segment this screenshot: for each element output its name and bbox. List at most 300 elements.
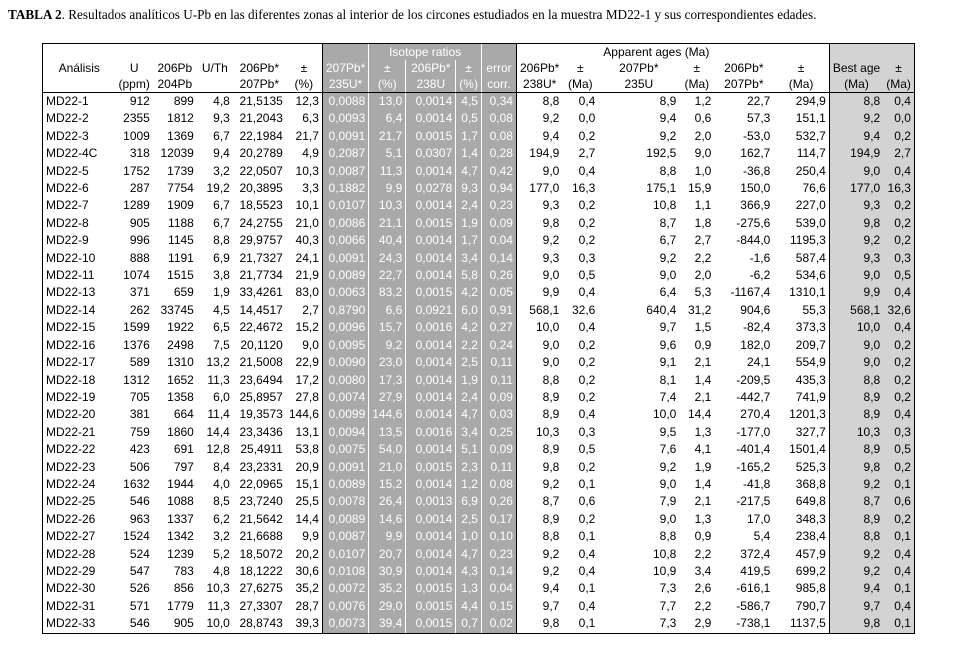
u-th-cell: 6,2 — [213, 511, 230, 526]
error-corr-cell: 0,10 — [481, 528, 516, 545]
u-th-cell: 10,3 — [206, 581, 230, 596]
age-206-238-cell: 8,9 — [516, 389, 562, 406]
age-206-207-cell: -586,7 — [736, 598, 771, 613]
pb207-u235-err-cell: 35,2 — [369, 580, 406, 597]
age-206-207-cell: 372,4 — [740, 546, 771, 561]
best-age-cell: 9,8 — [829, 215, 883, 232]
header-group-cell — [153, 44, 197, 61]
header-error-corr-unit: corr. — [481, 76, 516, 93]
u-ppm-cell: 1376 — [123, 337, 150, 352]
analisis-cell: MD22-6 — [43, 180, 116, 197]
pb206-u238-err-cell: 4,7 — [456, 406, 482, 423]
best-age-cell: 9,2 — [829, 563, 883, 580]
age-206-238-err-cell: 0,4 — [578, 320, 596, 335]
pb206-u238-cell: 0,0278 — [406, 180, 456, 197]
u-th-cell: 6,5 — [213, 320, 230, 335]
pb206-u238-err-cell: 1,7 — [456, 232, 482, 249]
analisis-cell: MD22-28 — [43, 546, 116, 563]
age-207-235-err-cell: 2,7 — [694, 233, 712, 248]
age-206-238-cell: 9,8 — [516, 215, 562, 232]
best-age-cell: 8,8 — [829, 528, 883, 545]
analisis-cell: MD22-16 — [43, 337, 116, 354]
error-corr-cell: 0,08 — [481, 128, 516, 145]
best-age-err-cell: 0,2 — [883, 197, 914, 214]
age-206-207-cell: 57,3 — [746, 111, 771, 126]
best-age-cell: 10,0 — [829, 319, 883, 336]
error-corr-cell: 0,15 — [481, 598, 516, 615]
pb206-pb207-cell: 24,2755 — [239, 215, 283, 230]
pb206-pb207-err-cell: 10,3 — [295, 163, 319, 178]
best-age-err-cell: 0,2 — [883, 354, 914, 371]
age-206-238-err-cell: 0,4 — [578, 163, 596, 178]
age-206-207-err-cell: 368,8 — [795, 476, 826, 491]
pb206-u238-cell: 0,0015 — [406, 128, 456, 145]
pb206-pb204-cell: 2498 — [167, 337, 194, 352]
age-206-238-err-cell: 0,2 — [578, 389, 596, 404]
best-age-err-cell: 16,3 — [883, 180, 914, 197]
header-error-corr: error — [481, 60, 516, 76]
pb207-u235-cell: 0,0088 — [322, 93, 368, 111]
age-207-235-cell: 9,2 — [659, 459, 677, 474]
age-207-235-err-cell: 1,3 — [694, 511, 712, 526]
error-corr-cell: 0,03 — [481, 406, 516, 423]
pb206-u238-cell: 0,0013 — [406, 493, 456, 510]
error-corr-cell: 0,17 — [481, 511, 516, 528]
u-th-cell: 4,8 — [213, 563, 230, 578]
age-206-238-err-cell: 0,2 — [578, 511, 596, 526]
pb207-u235-err-cell: 10,3 — [369, 197, 406, 214]
header-group-isotope-ratios: Isotope ratios — [369, 44, 482, 61]
age-206-238-err-cell: 0,1 — [578, 476, 596, 491]
age-206-207-err-cell: 1310,1 — [789, 285, 826, 300]
pb206-pb207-cell: 21,7734 — [239, 268, 283, 283]
age-207-235-cell: 7,3 — [659, 581, 677, 596]
age-206-207-cell: 24,1 — [746, 355, 771, 370]
pb206-pb207-err-cell: 35,2 — [295, 581, 319, 596]
pb207-u235-cell: 0,0072 — [322, 580, 368, 597]
analisis-cell: MD22-15 — [43, 319, 116, 336]
table-row — [43, 372, 915, 389]
best-age-cell: 8,8 — [829, 372, 883, 389]
pb206-u238-err-cell: 1,7 — [456, 128, 482, 145]
pb206-u238-cell: 0,0014 — [406, 441, 456, 458]
age-206-238-cell: 8,7 — [516, 493, 562, 510]
pb206-u238-err-cell: 1,4 — [456, 145, 482, 162]
u-ppm-cell: 526 — [129, 581, 150, 596]
header-pb207-u235: 207Pb* — [322, 60, 368, 76]
age-207-235-cell: 8,8 — [659, 529, 677, 544]
header-row-1 — [43, 60, 915, 76]
best-age-err-cell: 0,2 — [883, 389, 914, 406]
pb207-u235-err-cell: 21,1 — [369, 215, 406, 232]
age-206-238-err-cell: 0,4 — [578, 563, 596, 578]
header-age-206-207-unit: 207Pb* — [714, 76, 773, 93]
table-caption — [8, 7, 948, 23]
error-corr-cell: 0,09 — [481, 215, 516, 232]
pb207-u235-cell: 0,0107 — [322, 546, 368, 563]
best-age-cell: 8,8 — [829, 93, 883, 111]
header-group-cell — [322, 44, 368, 61]
pb206-pb204-cell: 1944 — [167, 476, 194, 491]
pb206-u238-cell: 0,0014 — [406, 546, 456, 563]
analisis-cell: MD22-9 — [43, 232, 116, 249]
pb206-u238-err-cell: 4,2 — [456, 319, 482, 336]
age-206-207-cell: -401,4 — [736, 442, 771, 457]
age-206-207-err-cell: 327,7 — [795, 424, 826, 439]
table-row — [43, 493, 915, 510]
age-206-238-err-cell: 0,6 — [578, 494, 596, 509]
pb206-u238-cell: 0,0015 — [406, 580, 456, 597]
error-corr-cell: 0,42 — [481, 163, 516, 180]
error-corr-cell: 0,11 — [481, 459, 516, 476]
best-age-err-cell: 0,2 — [883, 215, 914, 232]
error-corr-cell: 0,23 — [481, 197, 516, 214]
age-207-235-err-cell: 2,1 — [694, 355, 712, 370]
analisis-cell: MD22-26 — [43, 511, 116, 528]
best-age-cell: 9,7 — [829, 598, 883, 615]
age-206-238-err-cell: 0,4 — [578, 285, 596, 300]
header-age-206-238-unit: 238U* — [516, 76, 562, 93]
pb206-pb207-cell: 21,6688 — [239, 529, 283, 544]
age-206-207-err-cell: 435,3 — [795, 372, 826, 387]
pb206-pb204-cell: 1860 — [167, 424, 194, 439]
u-th-cell: 4,0 — [213, 476, 230, 491]
age-207-235-err-cell: 15,9 — [687, 181, 712, 196]
pb206-pb207-cell: 28,8743 — [233, 615, 286, 633]
pb206-pb207-err-cell: 30,6 — [295, 563, 319, 578]
pb206-pb207-err-cell: 53,8 — [295, 442, 319, 457]
pb206-pb207-cell: 18,5072 — [239, 546, 283, 561]
age-206-207-err-cell: 250,4 — [795, 163, 826, 178]
age-206-207-err-cell: 554,9 — [795, 355, 826, 370]
pb206-u238-cell: 0,0014 — [406, 93, 456, 111]
best-age-err-cell: 0,4 — [883, 319, 914, 336]
age-207-235-err-cell: 1,4 — [694, 372, 712, 387]
header-group-cell — [714, 44, 773, 61]
pb206-u238-cell: 0,0015 — [406, 284, 456, 301]
pb206-u238-err-cell: 2,4 — [456, 197, 482, 214]
u-ppm-cell: 1752 — [123, 163, 150, 178]
u-th-cell: 4,8 — [213, 94, 230, 108]
pb206-pb204-cell: 1369 — [167, 128, 194, 143]
u-ppm-cell: 1524 — [123, 529, 150, 544]
best-age-cell: 8,7 — [829, 493, 883, 510]
age-207-235-cell: 192,5 — [646, 146, 677, 161]
pb206-pb207-cell: 18,1222 — [239, 563, 283, 578]
age-206-238-err-cell: 32,6 — [571, 302, 596, 317]
analisis-cell: MD22-11 — [43, 267, 116, 284]
table-row — [43, 459, 915, 476]
best-age-err-cell: 2,7 — [883, 145, 914, 162]
u-th-cell: 12,8 — [206, 442, 230, 457]
header-group-cell — [883, 44, 914, 61]
u-th-cell: 1,9 — [213, 285, 230, 300]
age-206-207-cell: 366,9 — [740, 198, 771, 213]
error-corr-cell: 0,25 — [481, 424, 516, 441]
age-206-238-cell: 9,9 — [516, 284, 562, 301]
u-th-cell: 11,4 — [207, 407, 230, 422]
u-ppm-cell: 318 — [129, 146, 150, 161]
pb207-u235-cell: 0,0066 — [322, 232, 368, 249]
header-age-207-235-err-unit: (Ma) — [679, 76, 714, 93]
u-th-cell: 3,8 — [213, 268, 230, 283]
header-group-row — [43, 44, 915, 61]
pb206-u238-err-cell: 4,7 — [456, 546, 482, 563]
header-pb206-u238-err-unit: (%) — [456, 76, 482, 93]
pb207-u235-err-cell: 39,4 — [369, 615, 406, 633]
pb206-pb207-cell: 27,3307 — [239, 598, 283, 613]
age-207-235-err-cell: 1,1 — [694, 198, 712, 213]
best-age-err-cell: 0,4 — [883, 163, 914, 180]
age-206-238-cell: 9,7 — [516, 598, 562, 615]
pb206-pb204-cell: 797 — [173, 459, 194, 474]
age-206-207-err-cell: 587,4 — [795, 250, 826, 265]
pb207-u235-err-cell: 14,6 — [369, 511, 406, 528]
pb206-u238-err-cell: 6,9 — [456, 493, 482, 510]
header-best-age-err: ± — [883, 60, 914, 76]
pb207-u235-err-cell: 54,0 — [369, 441, 406, 458]
best-age-err-cell: 0,5 — [883, 267, 914, 284]
table-row — [43, 110, 915, 127]
table-row — [43, 145, 915, 162]
age-207-235-cell: 10,8 — [652, 546, 677, 561]
pb207-u235-err-cell: 26,4 — [369, 493, 406, 510]
age-206-238-err-cell: 0,4 — [578, 94, 596, 108]
age-206-207-err-cell: 699,2 — [795, 563, 826, 578]
pb207-u235-err-cell: 13,5 — [369, 424, 406, 441]
age-206-207-err-cell: 1501,4 — [789, 442, 826, 457]
pb206-u238-cell: 0,0014 — [406, 232, 456, 249]
pb207-u235-err-cell: 27,9 — [369, 389, 406, 406]
pb206-u238-err-cell: 4,7 — [456, 163, 482, 180]
error-corr-cell: 0,26 — [481, 493, 516, 510]
pb206-pb204-cell: 12039 — [160, 146, 194, 161]
age-207-235-err-cell: 1,0 — [694, 163, 712, 178]
best-age-err-cell: 0,4 — [883, 284, 914, 301]
age-206-238-cell: 9,3 — [516, 250, 562, 267]
u-ppm-cell: 371 — [129, 285, 150, 300]
pb207-u235-cell: 0,8790 — [322, 302, 368, 319]
u-th-cell: 14,4 — [206, 424, 230, 439]
pb207-u235-err-cell: 21,7 — [369, 128, 406, 145]
analisis-cell: MD22-19 — [43, 389, 116, 406]
u-th-cell: 7,5 — [213, 337, 230, 352]
pb206-u238-err-cell: 3,4 — [456, 424, 482, 441]
age-206-207-cell: -53,0 — [742, 128, 771, 143]
best-age-cell: 9,3 — [829, 197, 883, 214]
pb207-u235-cell: 0,0096 — [322, 319, 368, 336]
best-age-err-cell: 0,2 — [883, 372, 914, 389]
best-age-cell: 8,9 — [829, 511, 883, 528]
age-207-235-cell: 7,3 — [598, 615, 679, 633]
pb206-pb207-err-cell: 17,2 — [295, 372, 319, 387]
pb206-pb207-err-cell: 3,3 — [302, 181, 319, 196]
table-caption-text: . Resultados analíticos U-Pb en las diferentes zonas al interior de los circones estudiados en la muestra MD22-1 y sus correspondientes edades. — [61, 7, 817, 22]
best-age-err-cell: 0,2 — [883, 232, 914, 249]
age-207-235-err-cell: 9,0 — [694, 146, 712, 161]
age-207-235-err-cell: 2,2 — [694, 250, 712, 265]
age-206-238-err-cell: 0,1 — [578, 581, 596, 596]
age-206-207-cell: 17,0 — [746, 511, 771, 526]
pb206-pb207-err-cell: 144,6 — [288, 407, 319, 422]
age-207-235-cell: 9,4 — [659, 111, 677, 126]
pb207-u235-err-cell: 9,9 — [369, 528, 406, 545]
pb207-u235-err-cell: 20,7 — [369, 546, 406, 563]
age-206-207-err-cell: 532,7 — [795, 128, 826, 143]
analisis-cell: MD22-3 — [43, 128, 116, 145]
u-th-cell: 11,3 — [207, 598, 230, 613]
age-207-235-cell: 9,0 — [659, 511, 677, 526]
analisis-cell: MD22-24 — [43, 476, 116, 493]
pb206-u238-cell: 0,0015 — [406, 215, 456, 232]
age-206-207-err-cell: 348,3 — [795, 511, 826, 526]
table-row — [43, 163, 915, 180]
pb207-u235-err-cell: 13,0 — [369, 93, 406, 111]
age-206-207-err-cell: 525,3 — [795, 459, 826, 474]
pb206-pb204-cell: 691 — [173, 442, 194, 457]
pb206-pb204-cell: 1739 — [167, 163, 194, 178]
age-206-238-err-cell: 0,2 — [578, 355, 596, 370]
header-pb206-pb207-unit: 207Pb* — [233, 76, 286, 93]
pb207-u235-cell: 0,0099 — [322, 406, 368, 423]
best-age-err-cell: 0,5 — [883, 441, 914, 458]
error-corr-cell: 0,08 — [481, 110, 516, 127]
pb206-pb207-cell: 33,4261 — [239, 285, 283, 300]
pb206-u238-err-cell: 1,3 — [456, 580, 482, 597]
analisis-cell: MD22-13 — [43, 284, 116, 301]
table-row — [43, 563, 915, 580]
pb206-u238-cell: 0,0014 — [406, 511, 456, 528]
best-age-err-cell: 0,4 — [883, 598, 914, 615]
age-206-238-err-cell: 0,2 — [578, 459, 596, 474]
pb206-pb204-cell: 33745 — [160, 302, 194, 317]
age-206-238-cell: 9,2 — [516, 110, 562, 127]
header-age-206-207-err-unit: (Ma) — [773, 76, 829, 93]
age-207-235-cell: 10,9 — [652, 563, 677, 578]
pb206-u238-cell: 0,0014 — [406, 163, 456, 180]
pb206-u238-err-cell: 5,8 — [456, 267, 482, 284]
age-207-235-err-cell: 31,2 — [687, 302, 712, 317]
age-207-235-err-cell: 1,4 — [694, 476, 712, 491]
best-age-cell: 177,0 — [829, 180, 883, 197]
age-206-238-cell: 9,0 — [516, 163, 562, 180]
header-group-cell — [197, 44, 233, 61]
pb206-u238-err-cell: 2,3 — [456, 459, 482, 476]
header-group-cell — [773, 44, 829, 61]
pb206-pb207-cell: 19,3573 — [239, 407, 283, 422]
best-age-cell: 9,0 — [829, 354, 883, 371]
table-row — [43, 267, 915, 284]
table-row — [43, 406, 915, 423]
best-age-err-cell: 0,3 — [883, 250, 914, 267]
header-pb207-u235-unit: 235U* — [322, 76, 368, 93]
pb206-u238-err-cell: 1,9 — [456, 372, 482, 389]
table-caption-label: TABLA 2 — [8, 7, 62, 22]
age-206-238-cell: 177,0 — [516, 180, 562, 197]
age-206-238-cell: 9,4 — [516, 580, 562, 597]
age-206-238-err-cell: 0,4 — [578, 546, 596, 561]
pb207-u235-cell: 0,0087 — [322, 528, 368, 545]
u-th-cell: 9,3 — [213, 111, 230, 126]
pb207-u235-err-cell: 30,9 — [369, 563, 406, 580]
pb207-u235-cell: 0,0091 — [322, 250, 368, 267]
u-ppm-cell: 2355 — [123, 111, 150, 126]
age-206-207-cell: -41,8 — [742, 476, 771, 491]
table-row — [43, 615, 915, 633]
best-age-cell: 9,2 — [829, 546, 883, 563]
age-207-235-cell: 9,6 — [659, 337, 677, 352]
age-206-207-err-cell: 294,9 — [795, 94, 826, 108]
age-206-207-err-cell: 76,6 — [802, 181, 826, 196]
error-corr-cell: 0,08 — [481, 476, 516, 493]
age-207-235-cell: 9,5 — [659, 424, 677, 439]
table-row — [43, 232, 915, 249]
u-ppm-cell: 589 — [129, 355, 150, 370]
header-group-cell — [233, 44, 286, 61]
header-analisis: Análisis — [43, 60, 116, 76]
u-ppm-cell: 1074 — [123, 268, 150, 283]
pb206-pb207-err-cell: 9,0 — [302, 337, 319, 352]
age-206-207-err-cell: 1201,3 — [789, 407, 826, 422]
u-th-cell: 8,4 — [213, 459, 230, 474]
pb206-pb207-cell: 21,7327 — [239, 250, 283, 265]
age-206-238-err-cell: 0,2 — [578, 215, 596, 230]
age-206-238-cell: 568,1 — [516, 302, 562, 319]
age-206-207-err-cell: 1195,3 — [790, 233, 826, 248]
age-206-207-err-cell: 373,3 — [795, 320, 826, 335]
age-206-207-err-cell: 227,0 — [795, 198, 826, 213]
pb206-u238-err-cell: 0,7 — [456, 615, 482, 633]
pb207-u235-cell: 0,0090 — [322, 354, 368, 371]
analisis-cell: MD22-17 — [43, 354, 116, 371]
u-th-cell: 6,7 — [213, 128, 230, 143]
pb206-pb207-err-cell: 6,3 — [302, 111, 319, 126]
pb207-u235-err-cell: 11,3 — [369, 163, 406, 180]
u-ppm-cell: 1312 — [123, 372, 150, 387]
age-207-235-cell: 9,0 — [659, 268, 677, 283]
pb206-pb204-cell: 1310 — [167, 355, 194, 370]
best-age-cell: 568,1 — [829, 302, 883, 319]
u-th-cell: 11,3 — [207, 372, 230, 387]
error-corr-cell: 0,94 — [481, 180, 516, 197]
u-ppm-cell: 381 — [129, 407, 150, 422]
pb207-u235-err-cell: 24,3 — [369, 250, 406, 267]
pb206-pb207-err-cell: 40,3 — [295, 233, 319, 248]
age-206-207-err-cell: 114,7 — [796, 146, 826, 161]
age-206-238-cell: 9,3 — [516, 197, 562, 214]
pb207-u235-cell: 0,0091 — [322, 459, 368, 476]
pb207-u235-cell: 0,0086 — [322, 215, 368, 232]
header-age-207-235-err: ± — [693, 61, 701, 75]
pb206-u238-err-cell: 1,2 — [456, 476, 482, 493]
pb207-u235-err-cell: 9,9 — [369, 180, 406, 197]
pb207-u235-cell: 0,2087 — [322, 145, 368, 162]
header-u-th-unit — [197, 76, 233, 93]
pb207-u235-err-cell: 144,6 — [369, 406, 406, 423]
best-age-err-cell: 0,1 — [883, 528, 914, 545]
pb206-pb204-cell: 7754 — [167, 181, 194, 196]
header-pb206-u238-err: ± — [456, 60, 482, 76]
u-th-cell: 8,8 — [213, 233, 230, 248]
pb207-u235-cell: 0,0080 — [322, 372, 368, 389]
error-corr-cell: 0,27 — [481, 319, 516, 336]
age-206-207-err-cell: 1137,5 — [773, 615, 829, 633]
age-206-238-cell: 9,2 — [516, 476, 562, 493]
pb207-u235-err-cell: 29,0 — [369, 598, 406, 615]
table-row — [43, 546, 915, 563]
u-ppm-cell: 262 — [129, 302, 150, 317]
best-age-cell: 9,4 — [829, 580, 883, 597]
